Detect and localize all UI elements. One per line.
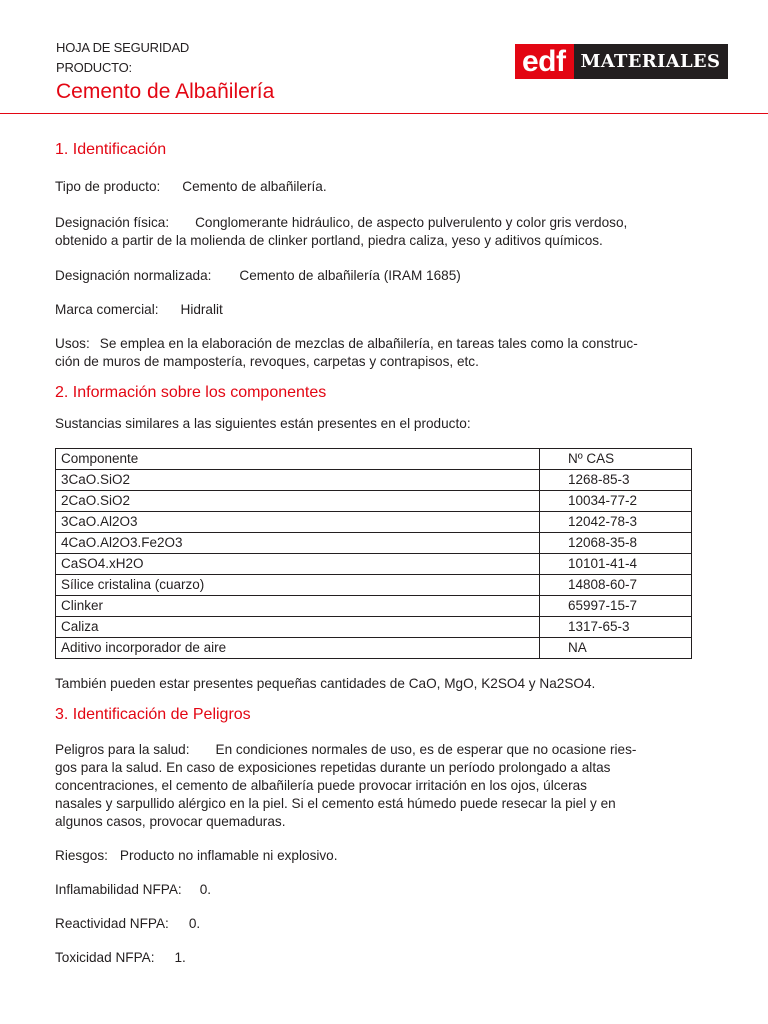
tipo-producto (55, 178, 715, 196)
tipo-label: Tipo de producto: (55, 179, 161, 194)
salud-line5: algunos casos, provocar quemaduras. (55, 814, 286, 829)
riesgos-label: Riesgos: (55, 848, 108, 863)
reactividad-nfpa (55, 915, 715, 933)
usos-label: Usos: (55, 336, 90, 351)
table-header-cas: Nº CAS (540, 449, 692, 470)
edf-materiales-logo (515, 44, 728, 79)
desig-fisica-label: Designación física: (55, 215, 170, 230)
component-cell: Caliza (56, 617, 540, 638)
riesgos-value: Producto no inflamable ni explosivo. (119, 848, 338, 863)
doc-type: HOJA DE SEGURIDAD (56, 40, 190, 55)
logo-sub: MATERIALES (574, 44, 729, 79)
cas-cell: NA (540, 638, 692, 659)
table-header-component: Componente (56, 449, 540, 470)
inflam-value: 0. (199, 882, 212, 897)
table-row (56, 638, 692, 659)
components-table (55, 448, 692, 659)
tipo-value: Cemento de albañilería. (182, 179, 327, 194)
section2-note: También pueden estar presentes pequeñas cantidades de CaO, MgO, K2SO4 y Na2SO4. (55, 676, 596, 691)
tox-value: 1. (174, 950, 186, 965)
table-row (56, 617, 692, 638)
table-row (56, 533, 692, 554)
table-row (56, 596, 692, 617)
desig-norm-label: Designación normalizada: (55, 268, 212, 283)
component-cell: Clinker (56, 596, 540, 617)
logo-brand: edf (515, 44, 574, 79)
cas-cell: 10034-77-2 (540, 491, 692, 512)
table-row (56, 575, 692, 596)
cas-cell: 12068-35-8 (540, 533, 692, 554)
salud-line4: nasales y sarpullido alérgico en la piel. Si el cemento está húmedo puede resecar la piel y en (55, 796, 616, 811)
designacion-normalizada (55, 267, 715, 285)
marca-comercial (55, 301, 715, 319)
section2-title: 2. Información sobre los componentes (55, 384, 327, 401)
document-body (55, 139, 715, 967)
peligros-salud (55, 741, 715, 831)
table-row (56, 512, 692, 533)
table-header-row (56, 449, 692, 470)
react-label: Reactividad NFPA: (55, 916, 169, 931)
usos (55, 335, 715, 371)
cas-cell: 1268-85-3 (540, 470, 692, 491)
designacion-fisica (55, 214, 715, 250)
cas-cell: 14808-60-7 (540, 575, 692, 596)
salud-label: Peligros para la salud: (55, 742, 190, 757)
inflamabilidad-nfpa (55, 881, 715, 899)
marca-value: Hidralit (180, 302, 223, 317)
component-cell: Aditivo incorporador de aire (56, 638, 540, 659)
component-cell: 4CaO.Al2O3.Fe2O3 (56, 533, 540, 554)
marca-label: Marca comercial: (55, 302, 159, 317)
product-label: PRODUCTO: (56, 60, 132, 75)
desig-fisica-line1: Conglomerante hidráulico, de aspecto pulverulento y color gris verdoso, (195, 215, 628, 230)
riesgos (55, 847, 715, 865)
cas-cell: 65997-15-7 (540, 596, 692, 617)
component-cell: 2CaO.SiO2 (56, 491, 540, 512)
inflam-label: Inflamabilidad NFPA: (55, 882, 182, 897)
product-name: Cemento de Albañilería (56, 80, 275, 103)
component-cell: 3CaO.Al2O3 (56, 512, 540, 533)
cas-cell: 1317-65-3 (540, 617, 692, 638)
section1-title: 1. Identificación (55, 141, 167, 158)
toxicidad-nfpa (55, 949, 715, 967)
table-row (56, 554, 692, 575)
tox-label: Toxicidad NFPA: (55, 950, 155, 965)
component-cell: Sílice cristalina (cuarzo) (56, 575, 540, 596)
cas-cell: 12042-78-3 (540, 512, 692, 533)
document-header (56, 38, 274, 105)
usos-line1: Se emplea en la elaboración de mezclas de albañilería, en tareas tales como la construc- (99, 336, 638, 351)
salud-line3: concentraciones, el cemento de albañilería puede provocar irritación en los ojos, úlceras (55, 778, 587, 793)
section3-title: 3. Identificación de Peligros (55, 706, 251, 723)
desig-norm-value: Cemento de albañilería (IRAM 1685) (239, 268, 461, 283)
react-value: 0. (188, 916, 201, 931)
component-cell: CaSO4.xH2O (56, 554, 540, 575)
section2-intro: Sustancias similares a las siguientes están presentes en el producto: (55, 416, 471, 431)
usos-line2: ción de muros de mampostería, revoques, carpetas y contrapisos, etc. (55, 354, 479, 369)
desig-fisica-line2: obtenido a partir de la molienda de clinker portland, piedra caliza, yeso y aditivos químicos. (55, 233, 603, 248)
component-cell: 3CaO.SiO2 (56, 470, 540, 491)
salud-line1: En condiciones normales de uso, es de esperar que no ocasione ries- (215, 742, 637, 757)
header-divider (0, 113, 768, 114)
salud-line2: gos para la salud. En caso de exposiciones repetidas durante un período prolongado a altas (55, 760, 611, 775)
cas-cell: 10101-41-4 (540, 554, 692, 575)
table-row (56, 470, 692, 491)
table-row (56, 491, 692, 512)
